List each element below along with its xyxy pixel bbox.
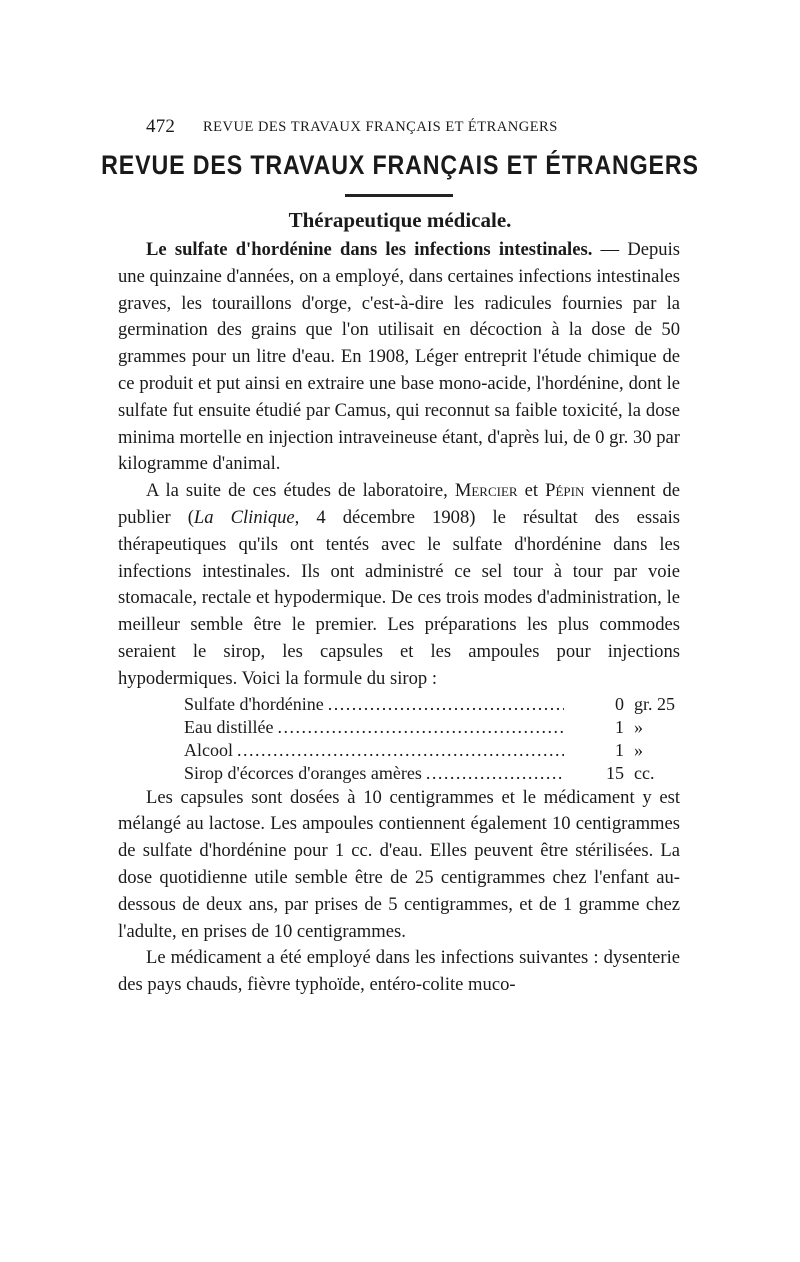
paragraph-1 — [118, 237, 680, 478]
ingredient-qty: 0 — [615, 693, 624, 714]
paragraph-2-text-d: , 4 décembre 1908) le résultat des essais thérapeutiques qu'ils ont tentés avec le sulfate d'hordénine dans les infections intestinales. Ils ont administré ce sel tour à tour par voie stomacale, rectale et hypodermique. De ces trois modes d'administration, le meilleur semble être le premier. Les préparations les plus commodes seraient le sirop, les capsules et les ampoules pour injections hypodermiques. Voici la formule du sirop : — [118, 506, 680, 689]
ingredient-name: Sirop d'écorces d'oranges amères — [184, 762, 422, 783]
formula-row — [118, 762, 680, 785]
ingredient-qty: 1 — [615, 739, 624, 760]
paragraph-2-text-c: viennent de publier ( — [118, 480, 681, 528]
dot-leader — [426, 762, 564, 785]
ingredient-qty: 15 — [606, 762, 624, 783]
paragraph-4: Le médicament a été employé dans les infections suivantes : dysenterie des pays chauds, fièvre typhoïde, entéro-colite muco- — [118, 947, 680, 996]
running-title: REVUE DES TRAVAUX FRANÇAIS ET ÉTRANGERS — [203, 119, 558, 135]
author-pepin: Pépin — [545, 480, 585, 502]
journal-title: La Clinique — [193, 506, 295, 528]
ingredient-unit: gr. 25 — [634, 693, 676, 714]
paragraph-2-text-a: A la suite de ces études de laboratoire, — [146, 480, 455, 502]
formula-row — [118, 716, 680, 739]
subsection-title: Thérapeutique médicale. — [288, 208, 512, 232]
ingredient-unit: » — [634, 716, 643, 737]
ingredient-qty: 1 — [615, 716, 624, 737]
dot-leader — [237, 739, 564, 762]
article-lead-title: Le sulfate d'hordénine dans les infections intestinales. — [146, 239, 593, 260]
section-title: REVUE DES TRAVAUX FRANÇAIS ET ÉTRANGERS — [101, 150, 699, 180]
syrup-formula — [118, 693, 680, 785]
dot-leader — [328, 693, 564, 716]
formula-row — [118, 739, 680, 762]
ingredient-unit: » — [634, 739, 643, 760]
title-rule — [345, 194, 453, 197]
ingredient-name: Sulfate d'hordénine — [184, 693, 324, 714]
article-body — [118, 237, 680, 999]
dot-leader — [277, 716, 564, 739]
paragraph-1-text: — Depuis une quinzaine d'années, on a employé, dans certaines infections intestinales graves, les touraillons d'orge, c'est-à-dire les radicules fournies par la germination des grains que l'on utilisait en décoction à la dose de 50 grammes pour un litre d'eau. En 1908, Léger entreprit l'étude chimique de ce produit et put ainsi en extraire une base mono-acide, l'hordénine, dont le sulfate fut ensuite étudié par Camus, qui reconnut sa faible toxicité, la dose minima mortelle en injection intraveineuse étant, d'après lui, de 0 gr. 30 par kilogramme d'animal. — [118, 239, 680, 475]
ingredient-name: Eau distillée — [184, 716, 274, 737]
paragraph-3: Les capsules sont dosées à 10 centigrammes et le médicament y est mélangé au lactose. Les ampoules contiennent également 10 centigrammes de sulfate d'hordénine pour 1 cc. d'eau. Elles peuvent être stérilisées. La dose quotidienne utile semble être de 25 centigrammes chez l'enfant au-dessous de deux ans, par prises de 5 centigrammes, et de 1 gramme chez l'adulte, en prises de 10 centigrammes. — [118, 786, 680, 942]
author-mercier: Mercier — [454, 480, 518, 502]
page-number: 472 — [146, 116, 176, 137]
ingredient-unit: cc. — [634, 762, 655, 783]
paragraph-2 — [118, 478, 680, 692]
paragraph-2-text-b: et — [517, 480, 546, 502]
ingredient-name: Alcool — [184, 739, 233, 760]
formula-row — [118, 693, 680, 716]
